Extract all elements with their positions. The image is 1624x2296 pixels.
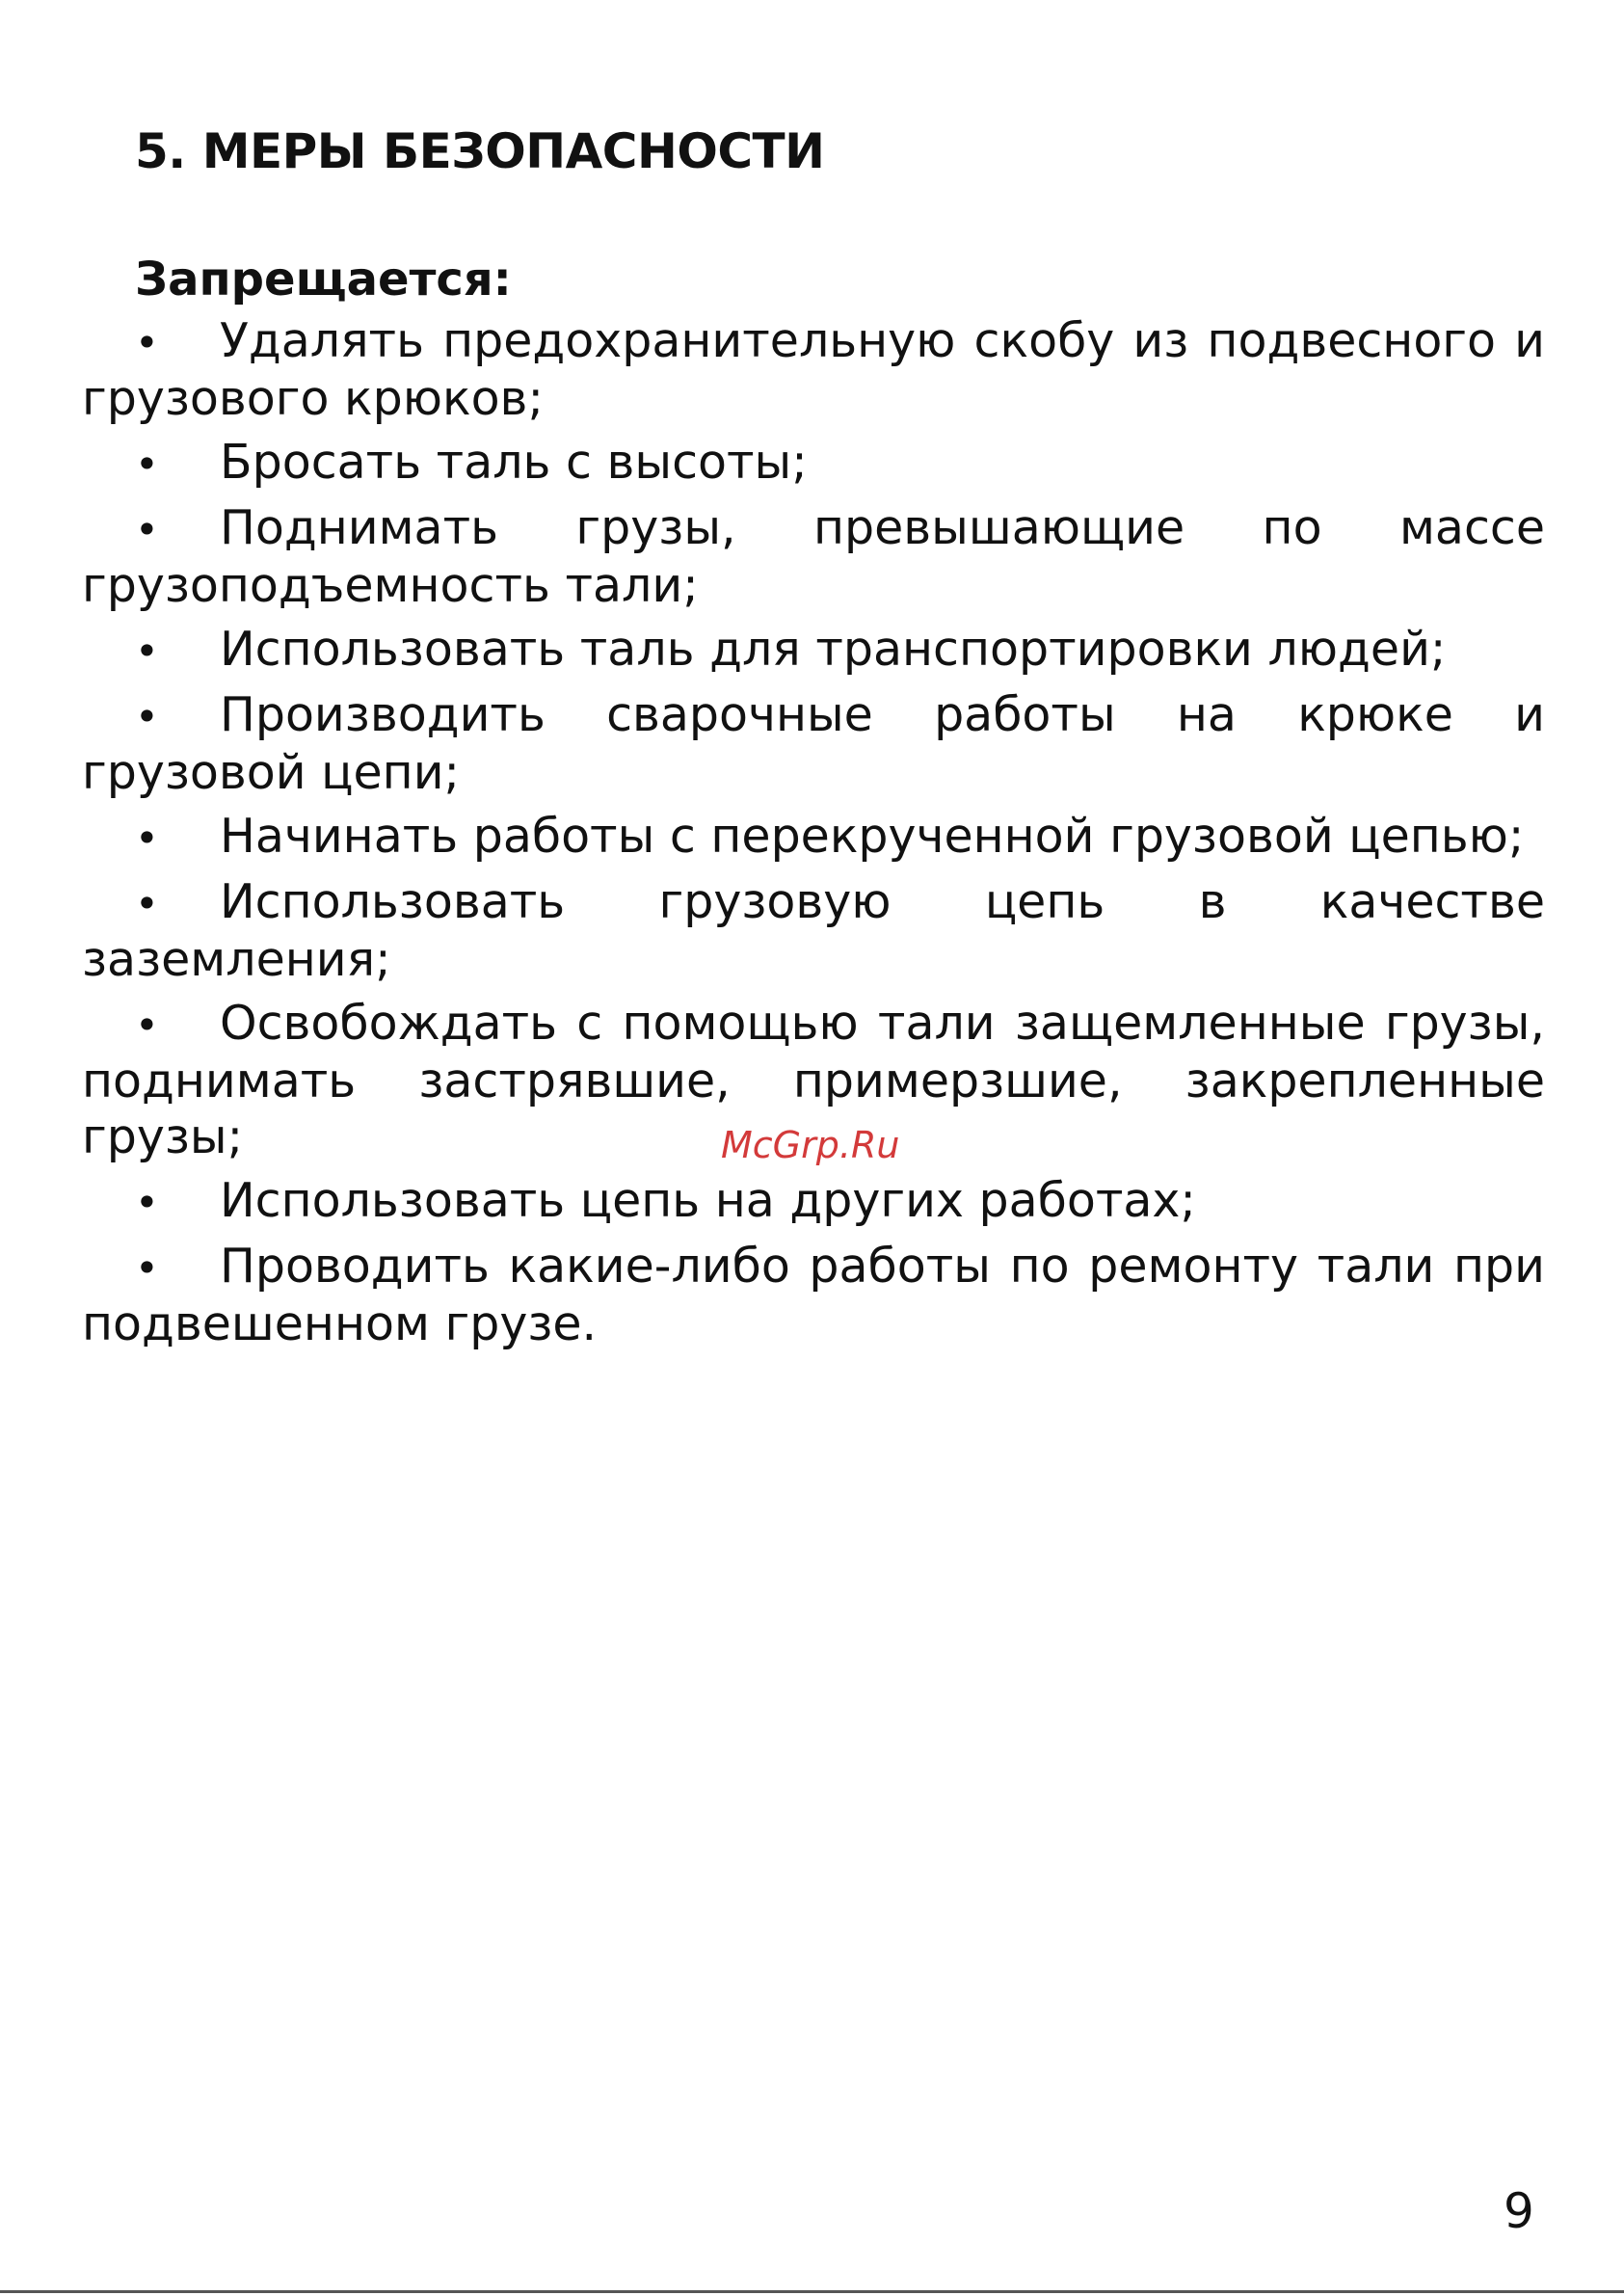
list-item [82, 687, 1545, 801]
list-item-text: Производить сварочные работы на крюке и грузовой цепи; [82, 687, 1545, 800]
bullet-icon: • [135, 1179, 159, 1226]
list-item-text: Поднимать грузы, превышающие по массе грузоподъемность тали; [82, 500, 1545, 613]
list-item-text: Бросать таль с высоты; [220, 435, 808, 490]
bullet-icon: • [135, 814, 159, 862]
list-item [82, 874, 1545, 988]
list-item-text: Освобождать с помощью тали защемленные грузы, поднимать застрявшие, примерзшие, закрепленные грузы; [82, 996, 1545, 1164]
list-item [82, 809, 1545, 867]
watermark: McGrp.Ru [721, 1124, 900, 1166]
prohibited-heading: Запрещается: [135, 253, 512, 307]
list-item-text: Удалять предохранительную скобу из подвесного и грузового крюков; [82, 313, 1545, 426]
list-item [82, 1239, 1545, 1352]
bottom-divider [0, 2290, 1624, 2293]
list-item [82, 500, 1545, 614]
section-title: 5. МЕРЫ БЕЗОПАСНОСТИ [135, 123, 825, 179]
bullet-icon: • [135, 627, 159, 675]
list-item [82, 1173, 1545, 1231]
bullet-icon: • [135, 506, 159, 553]
list-item [82, 313, 1545, 427]
bullet-icon: • [135, 441, 159, 488]
list-item [82, 622, 1545, 680]
bullet-icon: • [135, 319, 159, 366]
list-item [82, 435, 1545, 493]
bullet-icon: • [135, 880, 159, 927]
bullet-icon: • [135, 1244, 159, 1292]
list-item-text: Начинать работы с перекрученной грузовой цепью; [220, 809, 1525, 864]
page-number: 9 [1504, 2183, 1534, 2239]
list-item-text: Использовать грузовую цепь в качестве заземления; [82, 874, 1545, 987]
list-item-text: Использовать цепь на других работах; [220, 1173, 1196, 1228]
list-item-text: Проводить какие-либо работы по ремонту тали при подвешенном грузе. [82, 1239, 1545, 1351]
bullet-icon: • [135, 693, 159, 740]
list-item-text: Использовать таль для транспортировки людей; [220, 622, 1447, 677]
prohibited-actions-list [82, 313, 1545, 1360]
bullet-icon: • [135, 1001, 159, 1049]
